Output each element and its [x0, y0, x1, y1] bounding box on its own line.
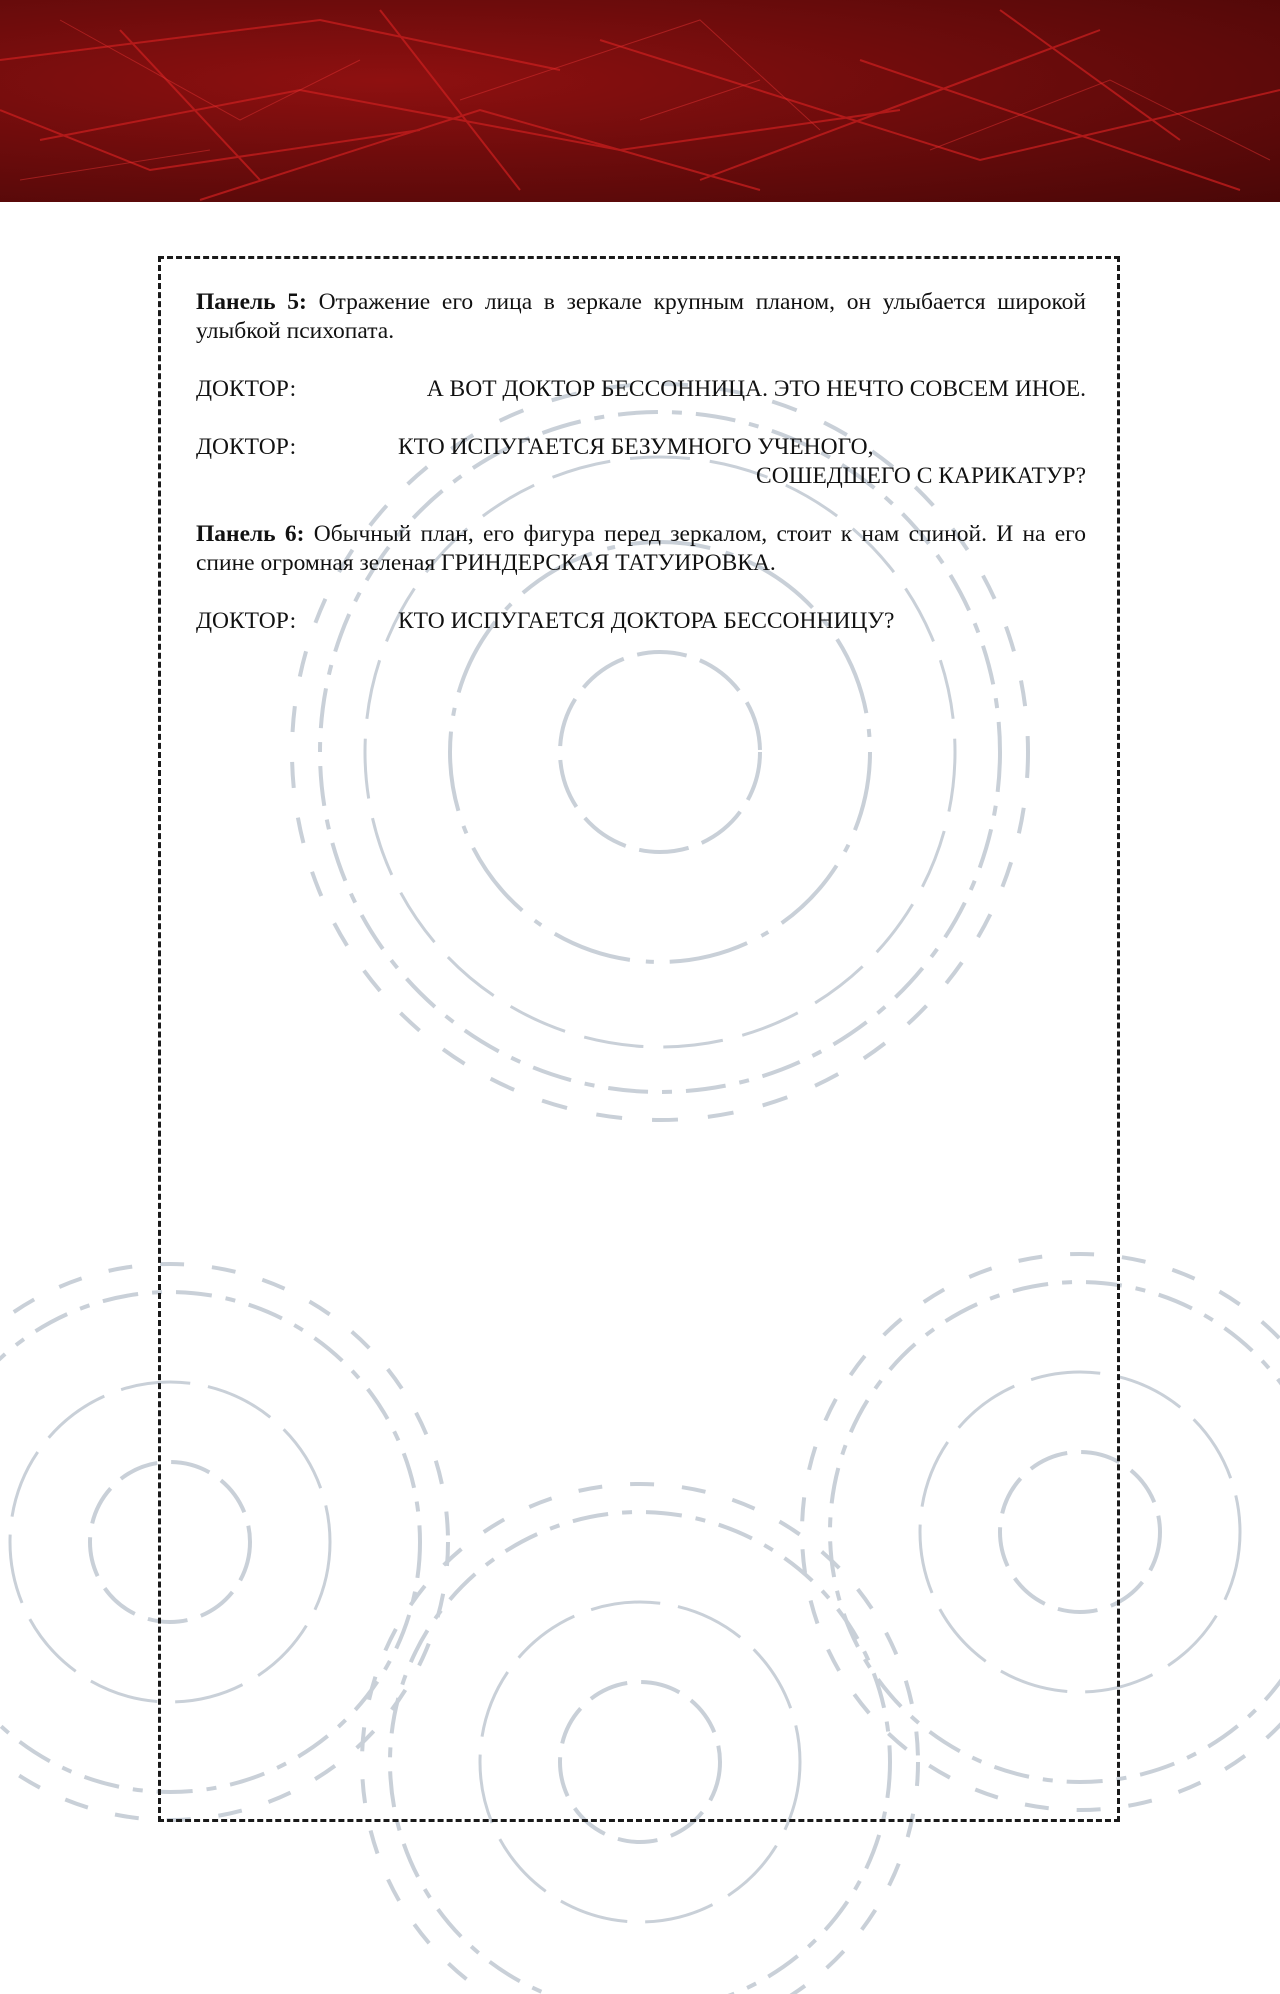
script-page — [196, 288, 1086, 665]
banner-scratches — [0, 0, 1280, 202]
dialogue-line-continued: СОШЕДШЕГО С КАРИКАТУР? — [756, 463, 1086, 489]
speaker-label: ДОКТОР: — [196, 376, 297, 402]
panel-5-text: Отражение его лица в зеркале крупным планом, он улыбается широкой улыбкой психопата. — [196, 289, 1087, 344]
dialogue-block — [196, 375, 1086, 404]
dialogue-line: КТО ИСПУГАЕТСЯ ДОКТОРА БЕССОННИЦУ? — [398, 608, 895, 634]
panel-6-label: Панель 6: — [196, 521, 305, 547]
panel-6-text: Обычный план, его фигура перед зеркалом, стоит к нам спиной. И на его спине огромная зеленая ГРИНДЕРСКАЯ ТАТУИРОВКА. — [196, 521, 1086, 576]
dialogue-block — [196, 607, 1086, 636]
dialogue-block — [196, 433, 1086, 491]
speaker-label: ДОКТОР: — [196, 608, 297, 634]
header-banner — [0, 0, 1280, 202]
dialogue-line: А ВОТ ДОКТОР БЕССОННИЦА. ЭТО НЕЧТО СОВСЕМ ИНОЕ. — [426, 376, 1086, 402]
panel-5-description — [196, 288, 1086, 346]
panel-6-description — [196, 520, 1086, 578]
dialogue-line: КТО ИСПУГАЕТСЯ БЕЗУМНОГО УЧЕНОГО, — [398, 434, 874, 460]
speaker-label: ДОКТОР: — [196, 434, 297, 460]
panel-5-label: Панель 5: — [196, 289, 307, 315]
